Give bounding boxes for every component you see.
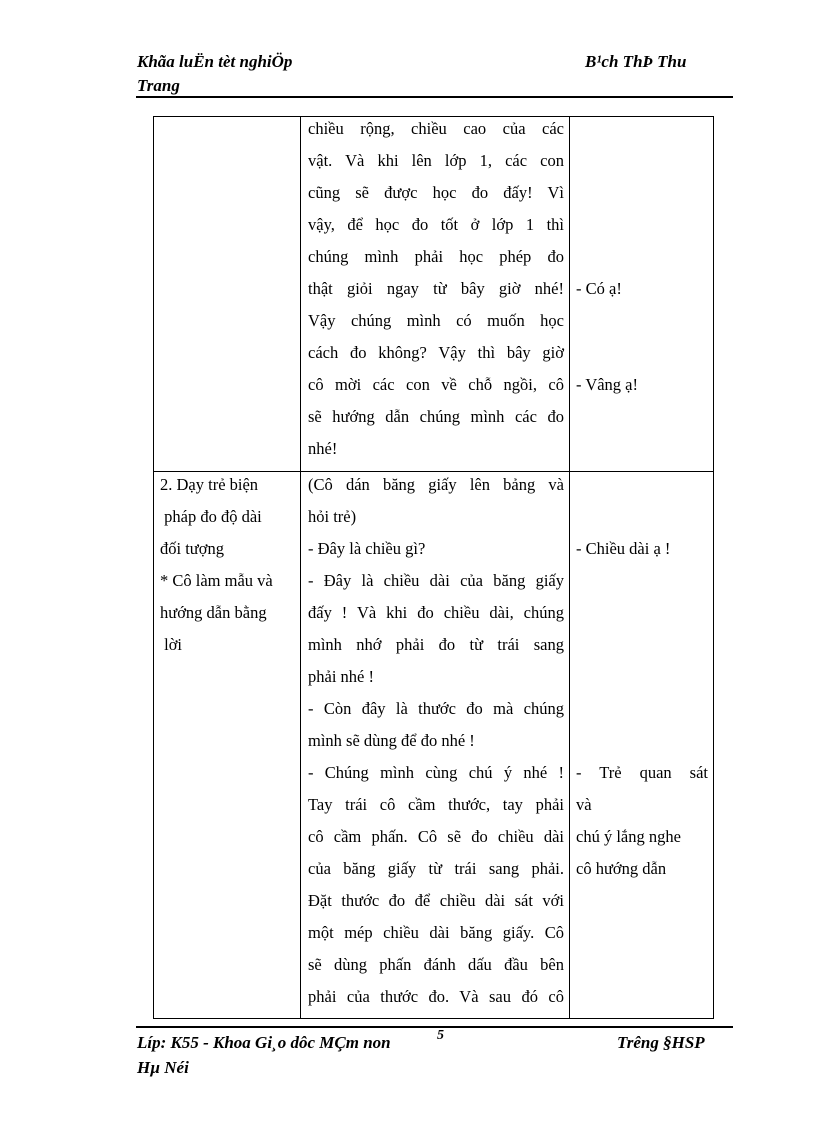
text-line: - Trẻ quan sát	[576, 763, 708, 782]
text-line: cô mời các con về chỗ ngồi, cô	[308, 375, 564, 394]
row2-step-cell	[160, 469, 298, 661]
text-line: đấy ! Và khi đo chiều dài, chúng	[308, 603, 564, 622]
text-line: lời	[160, 635, 183, 654]
row2-activity-cell	[308, 469, 564, 1013]
text-line: 2. Dạy trẻ biện	[160, 475, 259, 494]
row1-activity-cell	[308, 113, 564, 465]
column-divider-1	[300, 117, 301, 1018]
header-rule	[136, 96, 733, 98]
footer-class: Líp: K55 - Khoa Gi¸o dôc MÇm non	[137, 1033, 391, 1052]
text-line: Tay trái cô cầm thước, tay phải	[308, 795, 564, 814]
text-line: vậy, để học đo tốt ở lớp 1 thì	[308, 215, 564, 234]
text-line: chiều rộng, chiều cao của các	[308, 119, 564, 138]
text-line: hướng dẫn bằng	[160, 603, 267, 622]
text-line: hỏi trẻ)	[308, 507, 357, 526]
running-header-left	[137, 50, 437, 98]
text-line: (Cô dán băng giấy lên bảng và	[308, 475, 564, 494]
text-line: - Đây là chiều gì?	[308, 539, 426, 558]
text-line: Đặt thước đo để chiều dài sát với	[308, 891, 564, 910]
text-line: cô hướng dẫn	[576, 859, 667, 878]
text-line: vật. Và khi lên lớp 1, các con	[308, 151, 564, 170]
text-line: cô cầm phấn. Cô sẽ đo chiều dài	[308, 827, 564, 846]
text-line: nhé!	[308, 439, 338, 458]
text-line: - Đây là chiều dài của băng giấy	[308, 571, 564, 590]
text-line: của băng giấy từ trái sang phải.	[308, 859, 564, 878]
text-line: chú ý lắng nghe	[576, 827, 681, 846]
header-title-cont: Trang	[137, 76, 180, 95]
column-divider-2	[569, 117, 570, 1018]
text-line: một mép chiều dài băng giấy. Cô	[308, 923, 564, 942]
header-author: B¹ch ThÞ Thu	[585, 52, 687, 71]
page-number: 5	[437, 1028, 444, 1043]
footer-rule	[136, 1026, 733, 1028]
row1-response-a: - Có ạ!	[576, 279, 622, 298]
text-line: sẽ hướng dẫn chúng mình các đo	[308, 407, 564, 426]
text-line: đối tượng	[160, 539, 224, 558]
text-line: cũng sẽ được học đo đấy! Vì	[308, 183, 564, 202]
text-line: và	[576, 795, 592, 814]
row2-response-b	[576, 757, 708, 885]
lesson-table	[153, 116, 714, 1019]
text-line: chúng mình phải học phép đo	[308, 247, 564, 266]
text-line: sẽ dùng phấn đánh dấu đầu bên	[308, 955, 564, 974]
footer-left	[137, 1030, 391, 1080]
header-title: Khãa luËn tèt nghiÖp	[137, 52, 293, 71]
footer-school: Trêng §HSP	[617, 1033, 705, 1052]
text-line: cách đo không? Vậy thì bây giờ	[308, 343, 564, 362]
row2-response-a: - Chiều dài ạ !	[576, 539, 671, 558]
text-line: phải của thước đo. Và sau đó cô	[308, 987, 564, 1006]
text-line: phải nhé !	[308, 667, 374, 686]
text-line: mình sẽ dùng để đo nhé !	[308, 731, 475, 750]
footer-city: Hµ Néi	[137, 1058, 189, 1077]
text-line: pháp đo độ dài	[160, 507, 262, 526]
row1-response-b: - Vâng ạ!	[576, 375, 639, 394]
text-line: - Còn đây là thước đo mà chúng	[308, 699, 564, 718]
text-line: * Cô làm mẫu và	[160, 571, 273, 590]
text-line: - Chúng mình cùng chú ý nhé !	[308, 763, 564, 782]
text-line: Vậy chúng mình có muốn học	[308, 311, 564, 330]
text-line: mình nhớ phải đo từ trái sang	[308, 635, 564, 654]
text-line: thật giỏi ngay từ bây giờ nhé!	[308, 279, 564, 298]
